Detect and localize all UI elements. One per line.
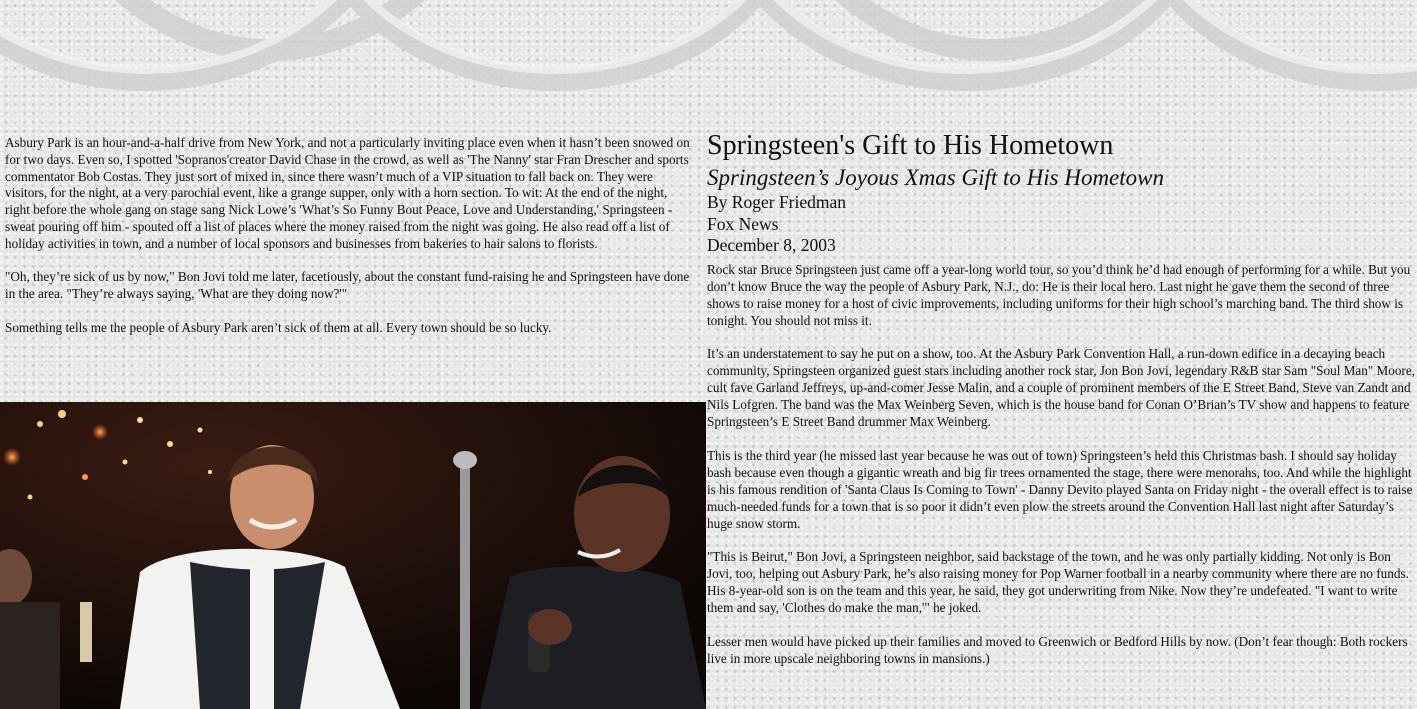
- article-subheadline: Springsteen’s Joyous Xmas Gift to His Hometown: [707, 165, 1165, 190]
- article-paragraph-5: Lesser men would have picked up their families and moved to Greenwich or Bedford Hills by now. (Don’t fear though: Both rockers live in more upscale neighboring towns in mansions.): [707, 633, 1408, 666]
- left-paragraph-3: Something tells me the people of Asbury Park aren’t sick of them at all. Every town should be so lucky.: [5, 319, 552, 335]
- concert-photo: [0, 402, 706, 709]
- left-paragraph-1: Asbury Park is an hour-and-a-half drive from New York, and not a particularly inviting place even when it hasn’t been snowed on for two days. Even so, I spotted 'Sopranos'creator David Chase in the crowd, as well as 'The Nanny' star Fran Drescher and sports commentator Bob Costas. They just sort of mixed in, since there wasn’t much of a VIP situation to fall back on. They were visitors, for the night, at a very parochial event, like a grange supper, only with a horn section. To wit: At the end of the night, right before the whole gang on stage sang Nick Lowe’s 'What’s So Funny Bout Peace, Love and Understanding,' Springsteen - sweat pouring off him - spouted off a list of places where the money raised from the night was going. He also read off a list of holiday activities in town, and a number of local sponsors and businesses from bakeries to hair salons to florists.: [5, 135, 690, 251]
- article-paragraph-3: This is the third year (he missed last year because he was out of town) Springsteen’s held this Christmas bash. I should say holiday bash because even though a gigantic wreath and big fir trees ornamented the stage, there were menorahs, too. And while the highlight is his famous rendition of 'Santa Claus Is Coming to Town' - Danny Devito played Santa on Friday night - the overall effect is to raise much-needed funds for a town that is so poor it didn’t even plow the streets around the Convention Hall last night after Saturday’s huge snow storm.: [707, 447, 1413, 531]
- scalloped-border-decoration: [0, 0, 1417, 125]
- article-date: December 8, 2003: [707, 235, 836, 255]
- concert-photo-illustration: [0, 402, 706, 709]
- article-headline: Springsteen's Gift to His Hometown: [707, 130, 1114, 161]
- article-paragraph-2: It’s an understatement to say he put on a show, too. At the Asbury Park Convention Hall, a run-down edifice in a decaying beach community, Springsteen organized guest stars including another rock star, Jon Bon Jovi, legendary R&B star Sam "Soul Man" Moore, cult fave Garland Jeffreys, up-and-comer Jesse Malin, and a couple of prominent members of the E Street Band, Steve van Zandt and Nils Lofgren. The band was the Max Weinberg Seven, which is the house band for Conan O’Brian’s TV show and happens to feature Springsteen’s E Street Band drummer Max Weinberg.: [707, 346, 1415, 429]
- article-body: [707, 261, 1417, 667]
- article-paragraph-1: Rock star Bruce Springsteen just came off a year-long world tour, so you’d think he’d had enough of performing for a while. But you don’t know Bruce the way the people of Asbury Park, N.J., do: He is their local hero. Last night he gave them the second of three shows to raise money for a host of civic improvements, including uniforms for their high school’s marching band. The third show is tonight. You should not miss it.: [707, 261, 1411, 328]
- article-byline: By Roger Friedman: [707, 192, 847, 212]
- article: [707, 128, 1417, 683]
- article-source: Fox News: [707, 213, 779, 234]
- article-paragraph-4: "This is Beirut," Bon Jovi, a Springsteen neighbor, said backstage of the town, and he was only partially kidding. Not only is Bon Jovi, too, helping out Asbury Park, he’s also raising money for Pop Warner football in a nearby community where there are no funds. His 8-year-old son is on the team and this year, he said, they got underwriting from Nike. Now they’re undefeated. "I want to write them and say, 'Clothes do make the man,'" he joked.: [707, 549, 1409, 615]
- left-paragraph-2: "Oh, they’re sick of us by now," Bon Jovi told me later, facetiously, about the constant fund-raising he and Springsteen have done in the area. "They’re always saying, 'What are they doing now?'": [5, 269, 690, 302]
- left-column-text: [5, 135, 695, 353]
